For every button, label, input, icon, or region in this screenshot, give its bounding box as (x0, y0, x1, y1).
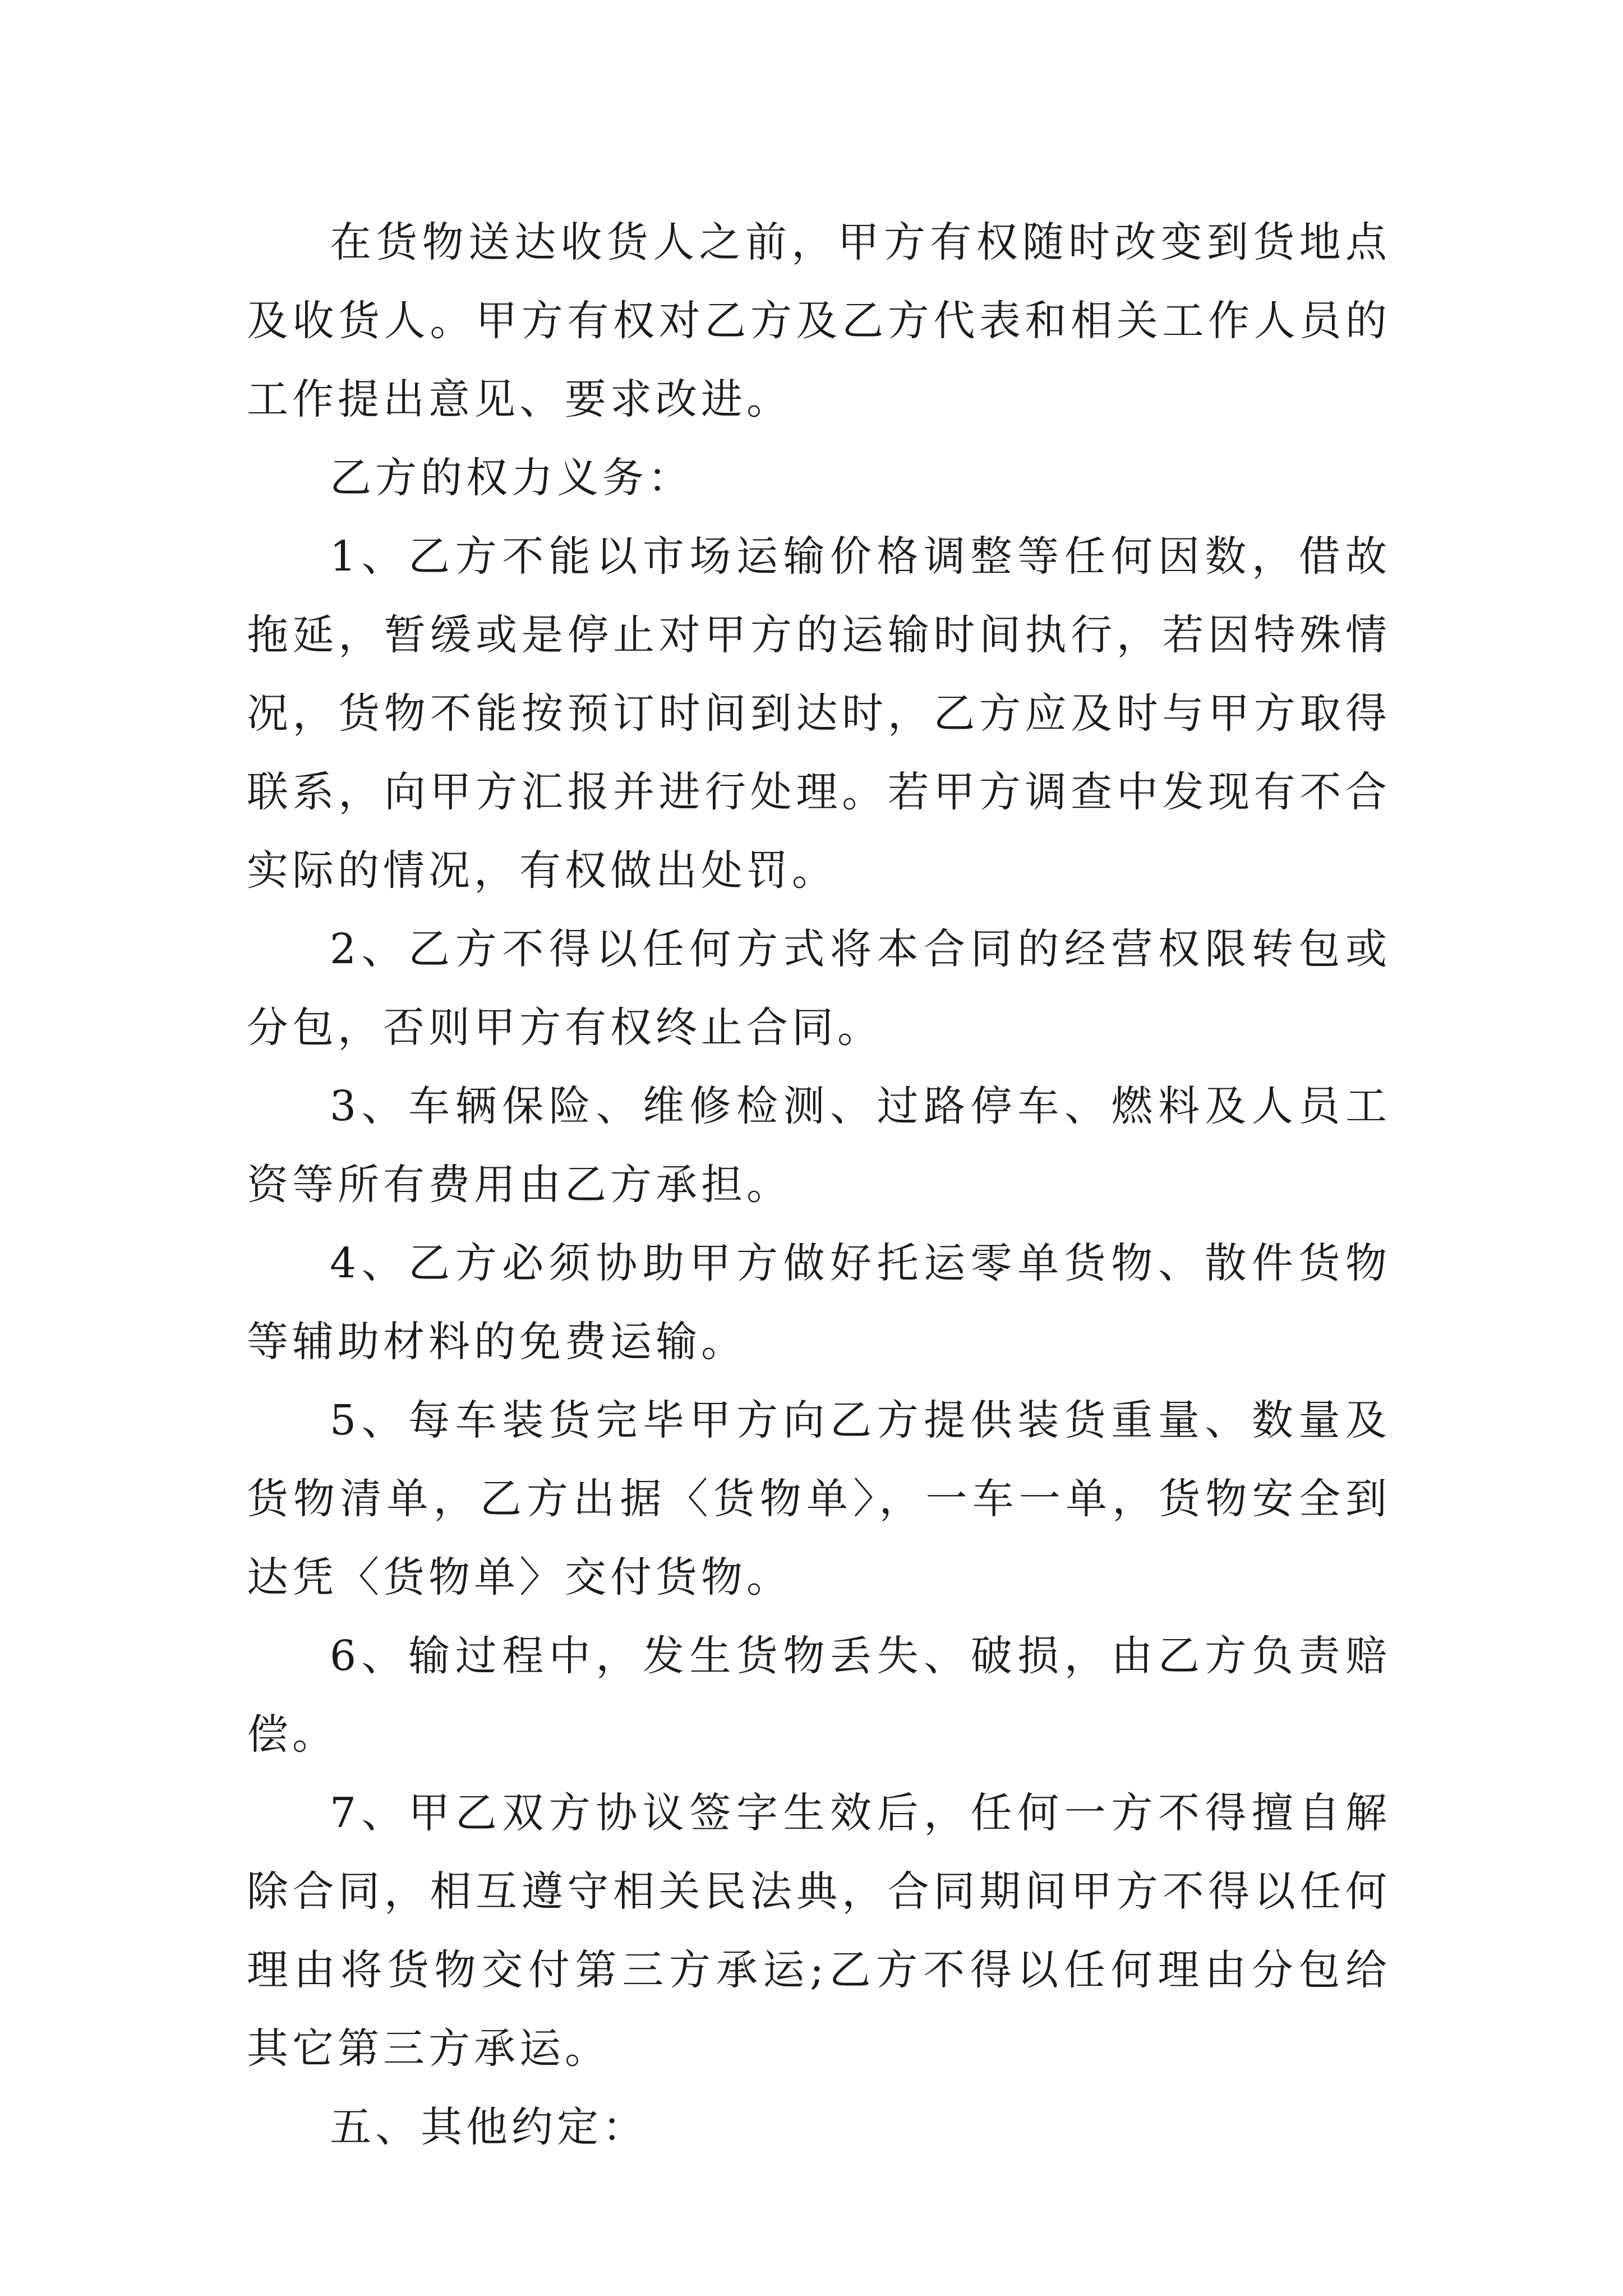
paragraph-clause-6: 6、输过程中，发生货物丢失、破损，由乙方负责赔偿。 (247, 1632, 1391, 1759)
paragraph-recipient-change: 在货物送达收货人之前，甲方有权随时改变到货地点及收货人。甲方有权对乙方及乙方代表和相关工作人员的工作提出意见、要求改进。 (247, 218, 1391, 424)
contract-body (247, 203, 1391, 2166)
paragraph-clause-7: 7、甲乙双方协议签字生效后，任何一方不得擅自解除合同，相互遵守相关民法典，合同期间甲方不得以任何理由将货物交付第三方承运;乙方不得以任何理由分包给其它第三方承运。 (247, 1789, 1391, 2073)
paragraph-clause-1: 1、乙方不能以市场运输价格调整等任何因数，借故拖延，暂缓或是停止对甲方的运输时间执行，若因特殊情况，货物不能按预订时间到达时，乙方应及时与甲方取得联系，向甲方汇报并进行处理。若甲方调查中发现有不合实际的情况，有权做出处罚。 (247, 532, 1391, 895)
paragraph-clause-3: 3、车辆保险、维修检测、过路停车、燃料及人员工资等所有费用由乙方承担。 (247, 1082, 1391, 1209)
paragraph-other-terms-heading: 五、其他约定： (330, 2103, 648, 2151)
paragraph-clause-2: 2、乙方不得以任何方式将本合同的经营权限转包或分包，否则甲方有权终止合同。 (247, 925, 1391, 1052)
paragraph-party-b-heading: 乙方的权力义务： (330, 454, 693, 502)
paragraph-clause-4: 4、乙方必须协助甲方做好托运零单货物、散件货物等辅助材料的免费运输。 (247, 1239, 1391, 1366)
paragraph-clause-5: 5、每车装货完毕甲方向乙方提供装货重量、数量及货物清单，乙方出据〈货物单〉，一车一单，货物安全到达凭〈货物单〉交付货物。 (247, 1396, 1391, 1602)
